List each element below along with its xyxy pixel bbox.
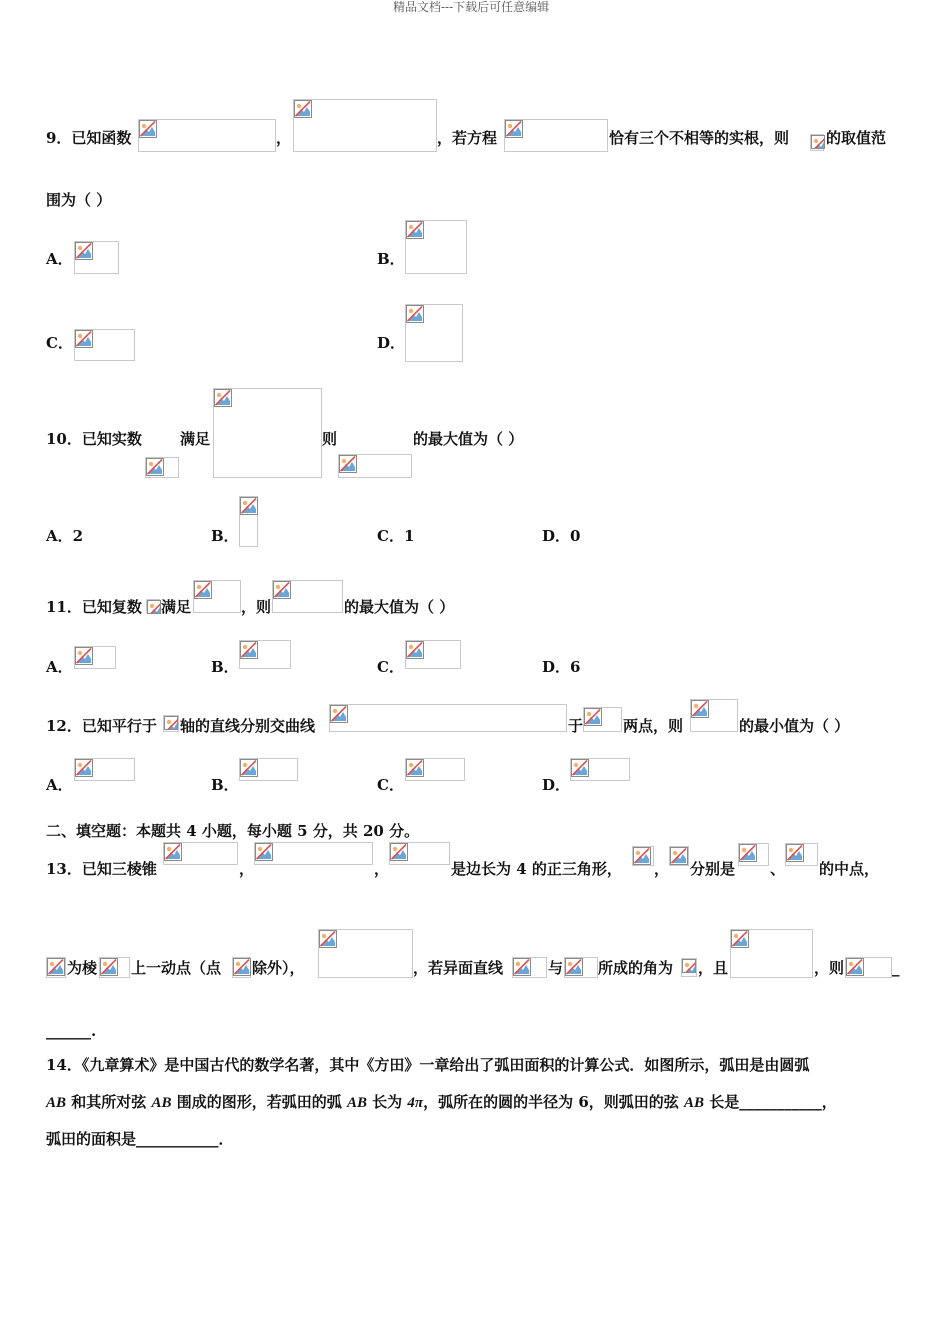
- broken-image-icon: [682, 959, 696, 973]
- broken-image-icon: [406, 221, 424, 239]
- q13-line2-text-8: ，则: [814, 959, 845, 977]
- q13-comma-3: ，: [654, 860, 670, 878]
- q14-four-pi: 4π: [407, 1095, 424, 1111]
- q10-text-4: 的最大值为（ ）: [413, 430, 524, 448]
- q11-expression-image: [272, 580, 343, 613]
- q11-variable-image: [146, 599, 160, 613]
- broken-image-icon: [214, 389, 232, 407]
- q13-condition-image-1: [254, 842, 373, 865]
- q9-function-image-1: [138, 119, 276, 152]
- q14-line2-c: 长为: [366, 1093, 408, 1111]
- broken-image-icon: [406, 305, 424, 323]
- q10-option-b-image: [239, 496, 258, 547]
- q9-comma: ，: [276, 129, 292, 147]
- q13-edge-image-1: [738, 843, 769, 866]
- q13-line2-text-2: 上一动点（点: [131, 959, 222, 977]
- q13-line2-text-4: ，若异面直线: [413, 959, 504, 977]
- q13-point-f-image: [669, 846, 689, 866]
- q10-option-c: C．1: [377, 527, 415, 545]
- q14-ab-3: AB: [346, 1095, 367, 1111]
- q14-line2: [46, 1092, 837, 1113]
- q10-text-2: 满足: [180, 430, 211, 448]
- q13-cos-image: [730, 929, 813, 978]
- q14-line3: 弧田的面积是___________．: [46, 1130, 234, 1148]
- q13-point-e-image: [632, 846, 654, 866]
- broken-image-icon: [811, 135, 825, 149]
- q13-line-image-1: [512, 957, 547, 978]
- q12-option-d-label: D．: [542, 776, 571, 794]
- q11-option-a-image: [74, 646, 116, 669]
- q10-option-a: A．2: [46, 527, 84, 545]
- q12-segment-image: [690, 699, 738, 732]
- q12-text-5: 的最小值为（ ）: [739, 717, 850, 735]
- broken-image-icon: [255, 843, 273, 861]
- broken-image-icon: [139, 120, 157, 138]
- broken-image-icon: [406, 641, 424, 659]
- q13-triangle-image: [389, 842, 450, 865]
- q13-text-4: 、: [770, 860, 786, 878]
- broken-image-icon: [75, 759, 93, 777]
- q10-option-b-label: B．: [211, 527, 239, 545]
- broken-image-icon: [565, 958, 583, 976]
- q13-line2-end: _: [892, 959, 900, 977]
- q9-option-d-label: D．: [377, 334, 406, 352]
- q12-option-c-image: [405, 758, 465, 781]
- broken-image-icon: [233, 958, 251, 976]
- q13-line-image-2: [564, 957, 598, 978]
- q13-line2-text-1: 为棱: [67, 959, 98, 977]
- q13-point-p-image-2: [232, 957, 251, 978]
- q11-condition-image: [193, 580, 241, 613]
- broken-image-icon: [330, 705, 348, 723]
- q11-text-2: 满足: [161, 598, 192, 616]
- q9-text-2: ，若方程: [437, 129, 498, 147]
- broken-image-icon: [194, 581, 212, 599]
- q9-text-line2: 围为（ ）: [46, 191, 112, 209]
- broken-image-icon: [339, 455, 357, 473]
- broken-image-icon: [406, 759, 424, 777]
- q13-comma-2: ，: [374, 860, 390, 878]
- broken-image-icon: [240, 497, 258, 515]
- broken-image-icon: [786, 844, 804, 862]
- broken-image-icon: [75, 242, 93, 260]
- broken-image-icon: [47, 958, 65, 976]
- q10-constraints-image: [213, 388, 322, 478]
- q9-text-3: 恰有三个不相等的实根，则: [609, 129, 790, 147]
- q10-expression-image: [338, 454, 412, 478]
- q9-option-b-label: B．: [377, 250, 405, 268]
- q14-line2-e: 长是___________，: [704, 1093, 837, 1111]
- q12-option-a-image: [74, 758, 135, 781]
- q11-text-3: ，则: [241, 598, 272, 616]
- broken-image-icon: [164, 843, 182, 861]
- q13-line2-text-5: 与: [548, 959, 564, 977]
- q11-option-d: D．6: [542, 658, 581, 676]
- q14-ab-1: AB: [46, 1095, 67, 1111]
- q12-option-c-label: C．: [377, 776, 404, 794]
- q13-line3-blank: ______.: [46, 1022, 97, 1040]
- q12-text-1: 12．已知平行于: [46, 717, 157, 735]
- page-header-watermark: 精品文档---下载后可任意编辑: [393, 0, 550, 14]
- broken-image-icon: [739, 844, 757, 862]
- q11-text-1: 11．已知复数: [46, 598, 142, 616]
- q11-option-c-image: [405, 640, 461, 669]
- q9-text-4: 的取值范: [826, 129, 887, 147]
- q12-text-4: 两点，则: [623, 717, 684, 735]
- q14-ab-4: AB: [684, 1095, 705, 1111]
- q10-option-d: D．0: [542, 527, 581, 545]
- broken-image-icon: [691, 700, 709, 718]
- q12-curves-image: [329, 704, 567, 732]
- broken-image-icon: [633, 847, 651, 865]
- q12-option-d-image: [570, 758, 630, 781]
- q13-text-5: 的中点，: [819, 860, 880, 878]
- q13-comma-1: ，: [239, 860, 255, 878]
- q9-variable-image: [810, 134, 824, 151]
- q13-point-p-image: [46, 957, 66, 978]
- q11-option-b-label: B．: [211, 658, 239, 676]
- q12-text-3: 于: [568, 717, 584, 735]
- broken-image-icon: [294, 100, 312, 118]
- q13-line2-text-7: ，且: [698, 959, 729, 977]
- q12-option-b-image: [239, 758, 298, 781]
- q9-equation-image: [504, 119, 608, 152]
- broken-image-icon: [571, 759, 589, 777]
- q9-option-a-label: A．: [46, 250, 73, 268]
- q12-option-a-label: A．: [46, 776, 73, 794]
- q9-option-c-image: [74, 329, 135, 361]
- q11-option-b-image: [239, 640, 291, 669]
- broken-image-icon: [240, 759, 258, 777]
- broken-image-icon: [731, 930, 749, 948]
- q13-edge-image-3: [99, 957, 130, 978]
- q10-text-1: 10．已知实数: [46, 430, 142, 448]
- q9-function-image-2: [293, 99, 437, 152]
- q14-line2-a: 和其所对弦: [66, 1093, 152, 1111]
- q14-line1: 14．《九章算术》是中国古代的数学名著，其中《方田》一章给出了弧田面积的计算公式．如图所示，弧田是由圆弧: [46, 1056, 810, 1074]
- q13-edge-image-2: [785, 843, 818, 866]
- q13-angle-image: [681, 958, 697, 977]
- q10-text-3: 则: [322, 430, 338, 448]
- q11-option-a-label: A．: [46, 658, 73, 676]
- q14-line2-d: ，弧所在的圆的半径为 6，则弧田的弦: [423, 1093, 684, 1111]
- q13-pyramid-image: [163, 842, 238, 865]
- broken-image-icon: [584, 708, 602, 726]
- broken-image-icon: [147, 600, 161, 614]
- broken-image-icon: [319, 930, 337, 948]
- broken-image-icon: [75, 647, 93, 665]
- broken-image-icon: [240, 641, 258, 659]
- broken-image-icon: [670, 847, 688, 865]
- q9-option-d-image: [405, 304, 463, 362]
- q12-axis-image: [163, 715, 179, 732]
- section-title-fill-in: 二、填空题：本题共 4 小题，每小题 5 分，共 20 分。: [46, 822, 420, 840]
- q13-text-3: 分别是: [690, 860, 736, 878]
- q11-text-4: 的最大值为（ ）: [344, 598, 455, 616]
- q10-variables-image: [145, 457, 179, 478]
- q13-text-2: 是边长为 4 的正三角形，: [451, 860, 622, 878]
- q9-option-a-image: [74, 241, 119, 274]
- broken-image-icon: [505, 120, 523, 138]
- broken-image-icon: [390, 843, 408, 861]
- q13-fraction-image: [318, 929, 413, 978]
- broken-image-icon: [273, 581, 291, 599]
- broken-image-icon: [513, 958, 531, 976]
- broken-image-icon: [164, 716, 178, 730]
- q9-text-1: 9．已知函数: [46, 129, 132, 147]
- q14-ab-2: AB: [151, 1095, 172, 1111]
- q11-option-c-label: C．: [377, 658, 404, 676]
- q9-option-b-image: [405, 220, 467, 274]
- q13-text-1: 13．已知三棱锥: [46, 860, 157, 878]
- broken-image-icon: [100, 958, 118, 976]
- q13-line2-text-3: 除外），: [252, 959, 305, 977]
- q13-line2-text-6: 所成的角为: [598, 959, 674, 977]
- q9-option-c-label: C．: [46, 334, 73, 352]
- q14-line2-b: 围成的图形，若弧田的弧: [171, 1093, 347, 1111]
- q12-points-image: [583, 707, 622, 732]
- q13-answer-image: [845, 957, 892, 978]
- broken-image-icon: [846, 958, 864, 976]
- broken-image-icon: [146, 458, 164, 476]
- q12-option-b-label: B．: [211, 776, 239, 794]
- broken-image-icon: [75, 330, 93, 348]
- q12-text-2: 轴的直线分别交曲线: [180, 717, 316, 735]
